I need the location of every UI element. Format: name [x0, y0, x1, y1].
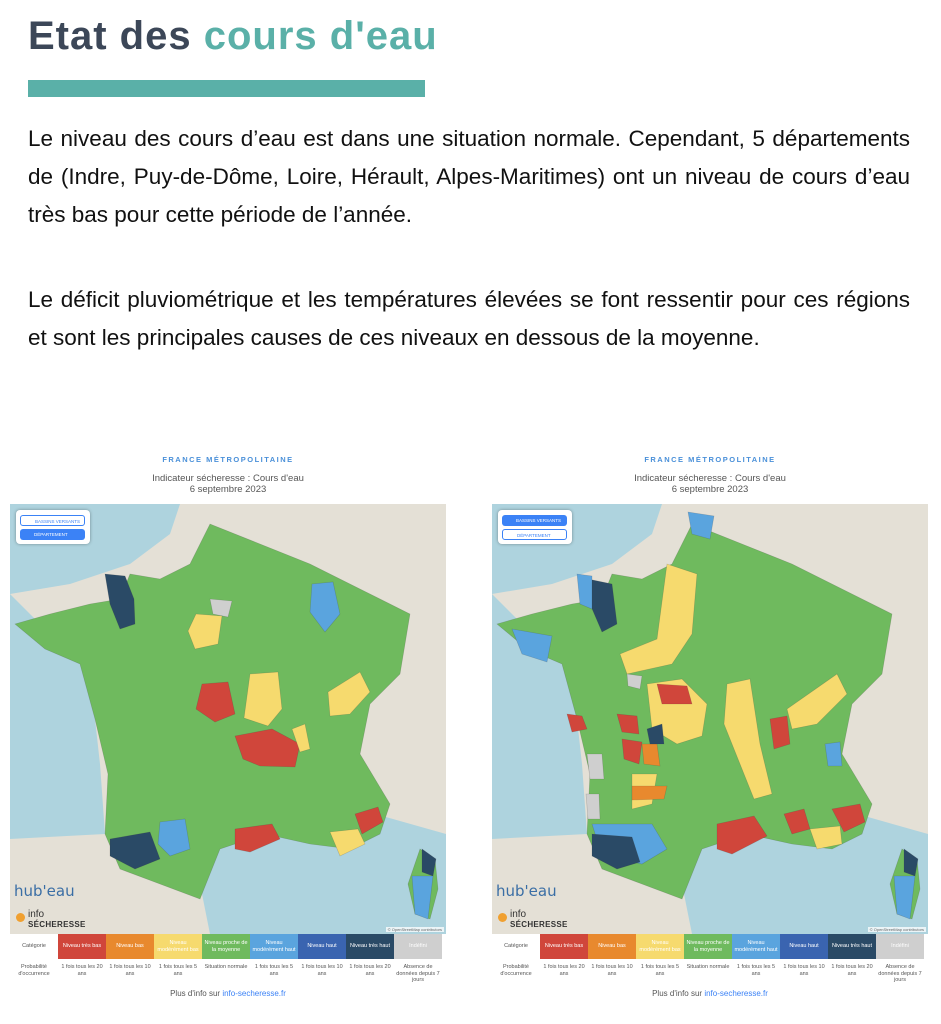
- info-secheresse-logo-icon: [498, 913, 507, 922]
- legend-prob-indefini: Absence de données depuis 7 jours: [396, 964, 440, 983]
- legend-item-moderement-bas: Niveau modérément bas: [636, 934, 684, 959]
- drought-map-departements[interactable]: [10, 504, 446, 934]
- legend-prob-bas: 1 fois tous les 10 ans: [109, 964, 151, 977]
- legend-category-header: Catégorie: [504, 943, 528, 950]
- hubeau-logo: hub'eau: [14, 882, 75, 900]
- map-figure-departements: [10, 455, 446, 1005]
- page-title-part1: Etat des: [28, 14, 192, 58]
- dept-undefined: [210, 599, 232, 617]
- paragraph-intro: Le niveau des cours d’eau est dans une situation normale. Cependant, 5 départements de (Indre, Puy-de-Dôme, Loire, Hérault, Alpes-Maritimes) ont un niveau de cours d’eau très bas pour cette période de l’année.: [28, 126, 910, 227]
- legend-item-moyenne: Niveau proche de la moyenne: [202, 934, 250, 959]
- logo-secheresse-text: SÉCHERESSE: [510, 920, 568, 929]
- hubeau-logo: hub'eau: [496, 882, 557, 900]
- basin-center-red: [657, 684, 692, 704]
- figure-supertitle: FRANCE MÉTROPOLITAINE: [162, 455, 294, 464]
- figure-footer: [492, 989, 928, 998]
- legend-item-tres-haut: Niveau très haut: [828, 934, 876, 959]
- figure-footer: [10, 989, 446, 998]
- footer-prefix: Plus d'info sur: [652, 989, 705, 998]
- legend-prob-tres-bas: 1 fois tous les 20 ans: [61, 964, 103, 977]
- legend-item-indefini: Indéfini: [876, 934, 924, 959]
- legend-prob-moderement-bas: 1 fois tous les 5 ans: [640, 964, 680, 977]
- page-title-part2: cours d'eau: [203, 14, 438, 58]
- footer-prefix: Plus d'info sur: [170, 989, 223, 998]
- figure-supertitle: FRANCE MÉTROPOLITAINE: [644, 455, 776, 464]
- figure-date: 6 septembre 2023: [189, 484, 267, 495]
- legend-item-moderement-haut: Niveau modérément haut: [732, 934, 780, 959]
- paragraph-causes: Le déficit pluviométrique et les températures élevées se font ressentir pour ces régions et sont les principales causes de ces niveaux en dessous de la moyenne.: [28, 287, 910, 350]
- map-svg: [492, 504, 928, 934]
- legend-prob-tres-haut: 1 fois tous les 20 ans: [831, 964, 873, 977]
- basin-alps-blue: [825, 742, 842, 766]
- title-underline-bar: [28, 80, 425, 97]
- map-figure-bassins-versants: [492, 455, 928, 1005]
- legend-prob-moyenne: Situation normale: [686, 964, 730, 970]
- legend-prob-haut: 1 fois tous les 10 ans: [783, 964, 825, 977]
- map-layer-toggle: [16, 510, 90, 544]
- logo-info-text: info: [28, 909, 45, 920]
- legend-category-header: Catégorie: [22, 943, 46, 950]
- legend-prob-indefini: Absence de données depuis 7 jours: [878, 964, 922, 983]
- drought-map-bassins-versants[interactable]: [492, 504, 928, 934]
- page-title: [28, 8, 438, 64]
- legend-item-tres-haut: Niveau très haut: [346, 934, 394, 959]
- toggle-bassins-versants[interactable]: BASSINS VERSANTS: [20, 515, 85, 526]
- legend-prob-moderement-bas: 1 fois tous les 5 ans: [158, 964, 198, 977]
- legend-item-haut: Niveau haut: [298, 934, 346, 959]
- map-legend: [10, 934, 446, 992]
- legend-prob-haut: 1 fois tous les 10 ans: [301, 964, 343, 977]
- basin-southwest-orange: [632, 786, 667, 800]
- info-secheresse-logo-icon: [16, 913, 25, 922]
- legend-probability-header: Probabilité d'occurrence: [500, 964, 532, 977]
- map-svg: [10, 504, 446, 934]
- info-secheresse-logo: [496, 909, 568, 933]
- legend-prob-tres-haut: 1 fois tous les 20 ans: [349, 964, 391, 977]
- map-credit[interactable]: © OpenStreetMap contributors: [387, 927, 442, 932]
- footer-link[interactable]: info-secheresse.fr: [222, 989, 286, 998]
- toggle-bassins-versants[interactable]: BASSINS VERSANTS: [502, 515, 567, 526]
- legend-prob-moderement-haut: 1 fois tous les 5 ans: [736, 964, 776, 977]
- legend-probability-header: Probabilité d'occurrence: [18, 964, 50, 977]
- legend-prob-bas: 1 fois tous les 10 ans: [591, 964, 633, 977]
- legend-item-indefini: Indéfini: [394, 934, 442, 959]
- legend-item-tres-bas: Niveau très bas: [58, 934, 106, 959]
- info-secheresse-logo: [14, 909, 86, 933]
- legend-item-moderement-haut: Niveau modérément haut: [250, 934, 298, 959]
- legend-prob-moderement-haut: 1 fois tous les 5 ans: [254, 964, 294, 977]
- toggle-departement[interactable]: DÉPARTEMENT: [20, 529, 85, 540]
- figure-subtitle: Indicateur sécheresse : Cours d'eau: [634, 473, 786, 484]
- legend-item-moyenne: Niveau proche de la moyenne: [684, 934, 732, 959]
- basin-undefined-3: [586, 794, 600, 819]
- toggle-departement[interactable]: DÉPARTEMENT: [502, 529, 567, 540]
- logo-info-text: info: [510, 909, 527, 920]
- legend-item-haut: Niveau haut: [780, 934, 828, 959]
- legend-item-moderement-bas: Niveau modérément bas: [154, 934, 202, 959]
- map-legend: [492, 934, 928, 992]
- legend-prob-moyenne: Situation normale: [204, 964, 248, 970]
- legend-item-bas: Niveau bas: [588, 934, 636, 959]
- basin-undefined-2: [587, 754, 604, 779]
- map-credit[interactable]: © OpenStreetMap contributors: [869, 927, 924, 932]
- legend-item-bas: Niveau bas: [106, 934, 154, 959]
- figure-subtitle: Indicateur sécheresse : Cours d'eau: [152, 473, 304, 484]
- figure-date: 6 septembre 2023: [671, 484, 749, 495]
- legend-prob-tres-bas: 1 fois tous les 20 ans: [543, 964, 585, 977]
- map-layer-toggle: [498, 510, 572, 544]
- basin-center-orange: [642, 744, 660, 766]
- footer-link[interactable]: info-secheresse.fr: [704, 989, 768, 998]
- logo-secheresse-text: SÉCHERESSE: [28, 920, 86, 929]
- legend-item-tres-bas: Niveau très bas: [540, 934, 588, 959]
